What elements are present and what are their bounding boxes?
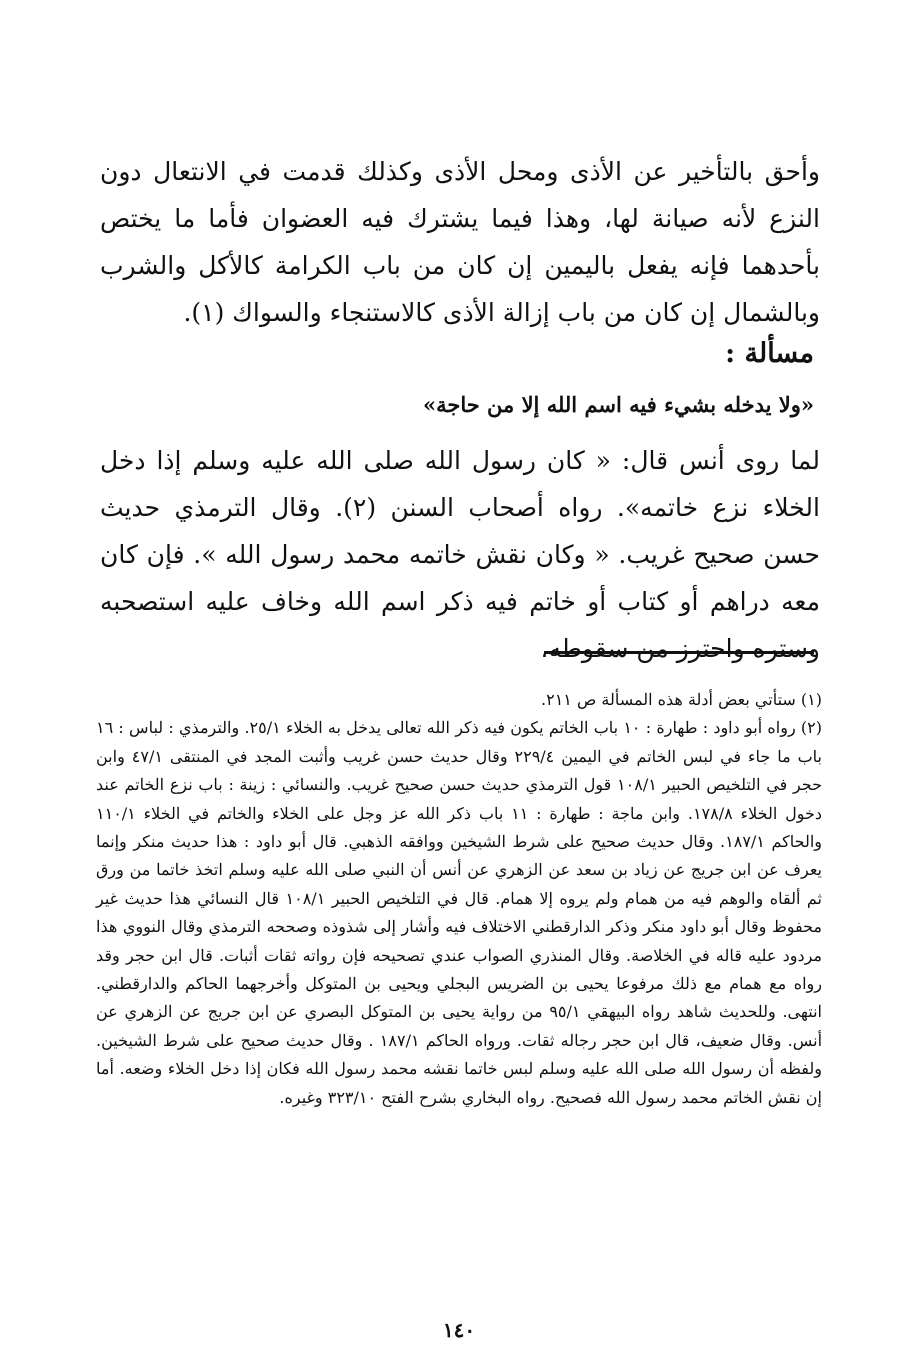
section-heading: مسألة : [725,338,814,369]
footnote-2: (٢) رواه أبو داود : طهارة : ١٠ باب الخاتم يكون فيه ذكر الله تعالى يدخل به الخلاء ٢٥/١. والترمذي : لباس : ١٦ باب ما جاء في لبس الخاتم في اليمين ٢٢٩/٤ وقال حديث حسن غريب وأثبت المجد في المنتقى ٤٧/١ وابن حجر في التلخيص الحبير ١٠٨/١ قول الترمذي حديث حسن صحيح غريب. والنسائي : زينة : باب نزع الخاتم عند دخول الخلاء ١٧٨/٨. وابن ماجة : طهارة : ١١ باب ذكر الله عز وجل على الخلاء والخاتم في الخلاء ١١٠/١ والحاكم ١٨٧/١. وقال حديث صحيح على شرط الشيخين ووافقه الذهبي. قال أبو داود : هذا حديث منكر وإنما يعرف عن ابن جريج عن زياد بن سعد عن الزهري عن أنس أن النبي صلى الله عليه وسلم اتخذ خاتما من ورق ثم ألقاه والوهم فيه من همام ولم يروه إلا همام. قال في التلخيص الحبير ١٠٨/١ قال النسائي هذا حديث غير محفوظ وقال أبو داود منكر وذكر الدارقطني الاختلاف فيه وأشار إلى شذوذه وصححه الترمذي وقال النووي هذا مردود عليه قاله في الخلاصة. وقال المنذري الصواب عندي تصحيحه فإن رواته ثقات أثبات. قال ابن حجر وقد رواه مع همام مع ذلك مرفوعا يحيى بن الضريس البجلي ويحيى بن المتوكل وأخرجهما الحاكم والدارقطني. انتهى. وللحديث شاهد رواه البيهقي ٩٥/١ من رواية يحيى بن المتوكل البصري عن ابن جريج عن الزهري عن أنس. وقال ضعيف، قال ابن حجر رجاله ثقات. ورواه الحاكم ١٨٧/١ . وقال حديث صحيح على شرط الشيخين. ولفظه أن رسول الله صلى الله عليه وسلم لبس خاتما نقشه محمد رسول الله فكان إذا دخل الخلاء وضعه. أما إن نقش الخاتم محمد رسول الله فصحيح. رواه البخاري بشرح الفتح ٣٢٣/١٠ وغيره. [96,718,823,1107]
page-number: ١٤٠ [442,1318,476,1342]
quoted-rule: «ولا يدخله بشيء فيه اسم الله إلا من حاجة» [422,392,814,417]
footnote-separator [544,651,814,654]
main-paragraph-2: لما روى أنس قال: « كان رسول الله صلى الله عليه وسلم إذا دخل الخلاء نزع خاتمه». رواه أصحاب السنن (٢). وقال الترمذي حديث حسن صحيح غريب. « وكان نقش خاتمه محمد رسول الله ». فإن كان معه دراهم أو كتاب أو خاتم فيه ذكر اسم الله وخاف عليه استصحبه وستره واحترز من سقوطه، [100,446,820,663]
footnotes [96,686,822,1112]
main-paragraph-1: وأحق بالتأخير عن الأذى ومحل الأذى وكذلك قدمت في الانتعال دون النزع لأنه صيانة لها، وهذا فيما يشترك فيه العضوان فأما ما يختص بأحدهما فإنه يفعل باليمين إن كان من باب الكرامة كالأكل والشرب وبالشمال إن كان من باب إزالة الأذى كالاستنجاء والسواك (١). [100,157,820,327]
footnote-1: (١) ستأتي بعض أدلة هذه المسألة ص ٢١١. [541,690,822,709]
